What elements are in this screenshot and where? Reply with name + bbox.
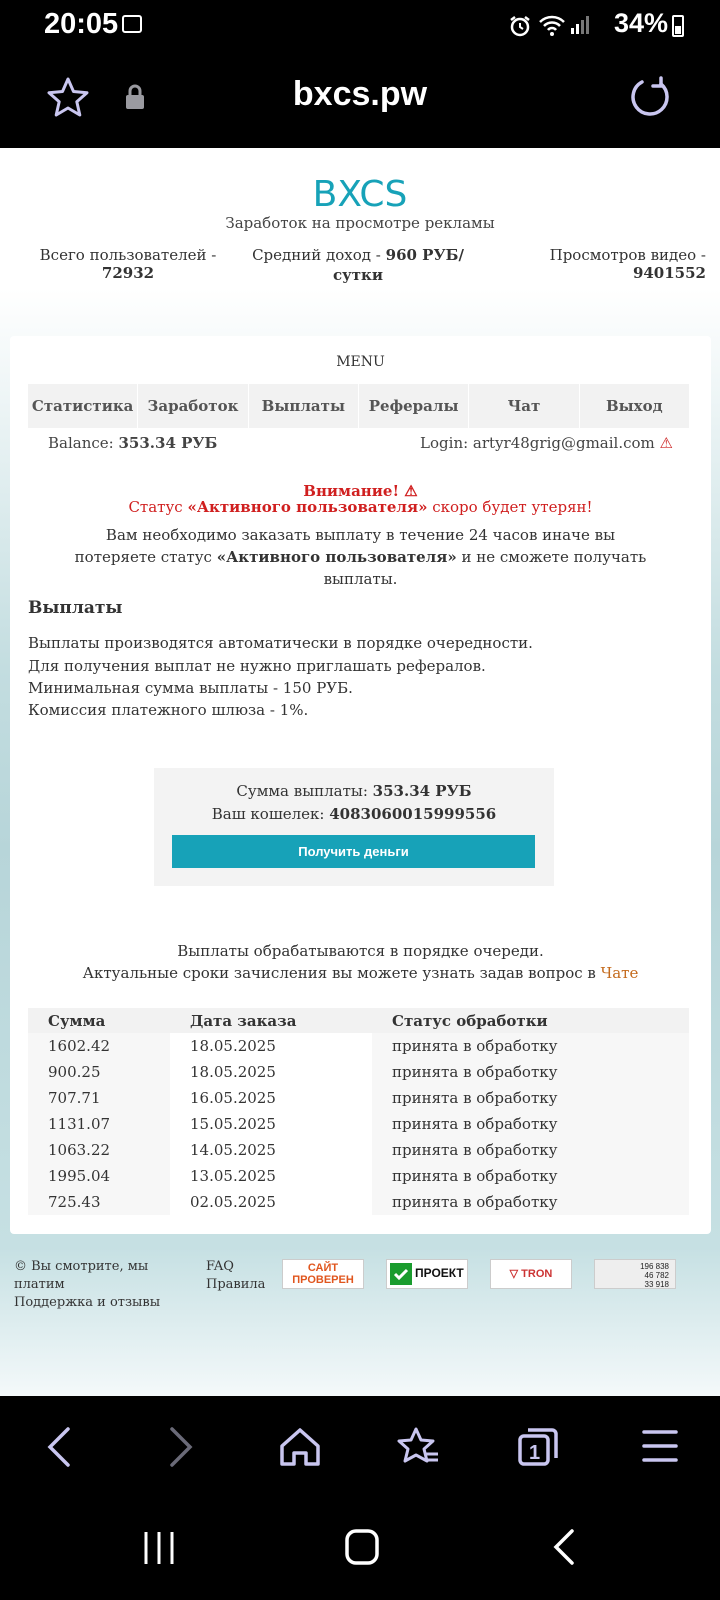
url-display[interactable]: bxcs.pw (292, 75, 428, 113)
table-row (28, 1137, 689, 1163)
stat-income: Средний доход - 960 РУБ/ сутки (252, 246, 464, 284)
recent-apps-icon[interactable] (142, 1530, 176, 1566)
browser-toolbar (0, 50, 720, 146)
cell-amount: 1063.22 (28, 1137, 170, 1163)
web-page (0, 148, 720, 1396)
cell-date: 18.05.2025 (170, 1033, 372, 1059)
footer-left (14, 1258, 164, 1312)
menu-item-stats[interactable]: Статистика (28, 384, 138, 428)
system-back-icon[interactable] (552, 1528, 576, 1566)
alert-message: Вам необходимо заказать выплату в течение 24 часов иначе вы потеряете статус «Активного пользователя» и не сможете получать выплаты. (74, 526, 647, 588)
home-button-icon[interactable] (344, 1528, 380, 1566)
main-menu (28, 384, 689, 428)
warning-icon: ⚠ (404, 482, 418, 500)
cell-status: принята в обработку (372, 1085, 689, 1111)
battery-percent: 34% (613, 8, 668, 38)
chat-link[interactable]: Чате (600, 964, 639, 982)
cell-amount: 707.71 (28, 1085, 170, 1111)
cell-date: 14.05.2025 (170, 1137, 372, 1163)
cell-amount: 725.43 (28, 1189, 170, 1215)
cell-status: принята в обработку (372, 1137, 689, 1163)
cell-amount: 900.25 (28, 1059, 170, 1085)
payout-wallet: Ваш кошелек: 4083060015999556 (211, 805, 497, 823)
cell-status: принята в обработку (372, 1033, 689, 1059)
stat-users: Всего пользователей - 72932 (39, 246, 217, 282)
col-status: Статус обработки (372, 1008, 689, 1033)
cell-date: 13.05.2025 (170, 1163, 372, 1189)
footer-faq-link[interactable]: FAQ (206, 1259, 234, 1274)
site-checked-badge[interactable]: САЙТ ПРОВЕРЕН (282, 1259, 364, 1289)
footer-copyright: © Вы смотрите, мы платим (14, 1259, 149, 1292)
alert-subtitle: Статус «Активного пользователя» скоро будет утерян! (128, 498, 593, 516)
cell-date: 16.05.2025 (170, 1085, 372, 1111)
warning-icon: ⚠ (659, 434, 673, 452)
signal-icon (570, 14, 592, 36)
info-line: Для получения выплат не нужно приглашать рефералов. (28, 657, 486, 675)
cell-status: принята в обработку (372, 1059, 689, 1085)
reload-icon[interactable] (630, 76, 672, 118)
cell-amount: 1602.42 (28, 1033, 170, 1059)
cell-status: принята в обработку (372, 1189, 689, 1215)
table-header-row (28, 1008, 689, 1033)
login-display: Login: artyr48grig@gmail.com ⚠ (420, 434, 673, 452)
menu-item-logout[interactable]: Выход (605, 397, 663, 415)
footer-links (206, 1258, 265, 1294)
cell-amount: 1995.04 (28, 1163, 170, 1189)
site-subtitle: Заработок на просмотре рекламы (225, 214, 495, 232)
menu-item-earnings[interactable]: Заработок (138, 384, 248, 428)
alert-title: Внимание! ⚠ (303, 482, 418, 500)
balance-display: Balance: 353.34 РУБ (48, 434, 218, 452)
back-icon[interactable] (44, 1426, 74, 1468)
battery-icon (672, 15, 684, 37)
project-badge[interactable]: ПРОЕКТ (386, 1259, 468, 1289)
visitor-counter[interactable]: 196 838 46 782 33 918 (594, 1259, 676, 1289)
menu-item-referrals[interactable]: Рефералы (359, 384, 469, 428)
table-row (28, 1163, 689, 1189)
payout-form (154, 768, 554, 886)
footer-rules-link[interactable]: Правила (206, 1277, 266, 1292)
forward-icon[interactable] (166, 1426, 196, 1468)
queue-chat-info: Актуальные сроки зачисления вы можете узнать задав вопрос в Чате (82, 964, 639, 982)
table-row (28, 1033, 689, 1059)
menu-title: MENU (336, 354, 385, 370)
table-row (28, 1111, 689, 1137)
info-line: Комиссия платежного шлюза - 1%. (28, 701, 309, 719)
table-row (28, 1059, 689, 1085)
menu-icon[interactable] (640, 1426, 680, 1466)
cell-status: принята в обработку (372, 1163, 689, 1189)
gallery-notification-icon (122, 15, 142, 33)
tabs-icon[interactable] (516, 1426, 560, 1468)
table-row (28, 1085, 689, 1111)
col-amount: Сумма (28, 1008, 170, 1033)
cell-date: 18.05.2025 (170, 1059, 372, 1085)
alarm-icon (508, 14, 532, 38)
get-money-button[interactable]: Получить деньги (172, 835, 535, 868)
bookmarks-icon[interactable] (396, 1426, 442, 1468)
menu-item-chat[interactable]: Чат (469, 384, 579, 428)
svg-text:1: 1 (529, 1442, 541, 1464)
cell-date: 02.05.2025 (170, 1189, 372, 1215)
payouts-heading: Выплаты (28, 598, 123, 618)
stat-views: Просмотров видео - 9401552 (549, 246, 706, 282)
payouts-table (28, 1008, 689, 1215)
wifi-icon (538, 14, 566, 38)
table-row (28, 1189, 689, 1215)
cell-date: 15.05.2025 (170, 1111, 372, 1137)
cell-status: принята в обработку (372, 1111, 689, 1137)
status-time: 20:05 (44, 8, 119, 40)
menu-item-payouts[interactable]: Выплаты (249, 384, 359, 428)
home-icon[interactable] (278, 1426, 322, 1468)
main-card (10, 336, 711, 1234)
queue-info: Выплаты обрабатываются в порядке очереди. (177, 942, 544, 960)
tron-logo-icon: ▽ (509, 1268, 519, 1280)
cell-amount: 1131.07 (28, 1111, 170, 1137)
checkmark-icon (390, 1263, 412, 1285)
status-bar (0, 0, 720, 50)
tron-badge[interactable]: ▽ TRON (490, 1259, 572, 1289)
info-line: Минимальная сумма выплаты - 150 РУБ. (28, 679, 353, 697)
browser-bottom-nav (0, 1396, 720, 1496)
system-navigation-bar (0, 1496, 720, 1600)
info-line: Выплаты производятся автоматически в порядке очередности. (28, 634, 533, 652)
col-date: Дата заказа (170, 1008, 372, 1033)
site-logo-title[interactable]: BXCS (312, 174, 408, 215)
footer-support-link[interactable]: Поддержка и отзывы (14, 1295, 161, 1310)
payout-amount: Сумма выплаты: 353.34 РУБ (236, 782, 472, 800)
